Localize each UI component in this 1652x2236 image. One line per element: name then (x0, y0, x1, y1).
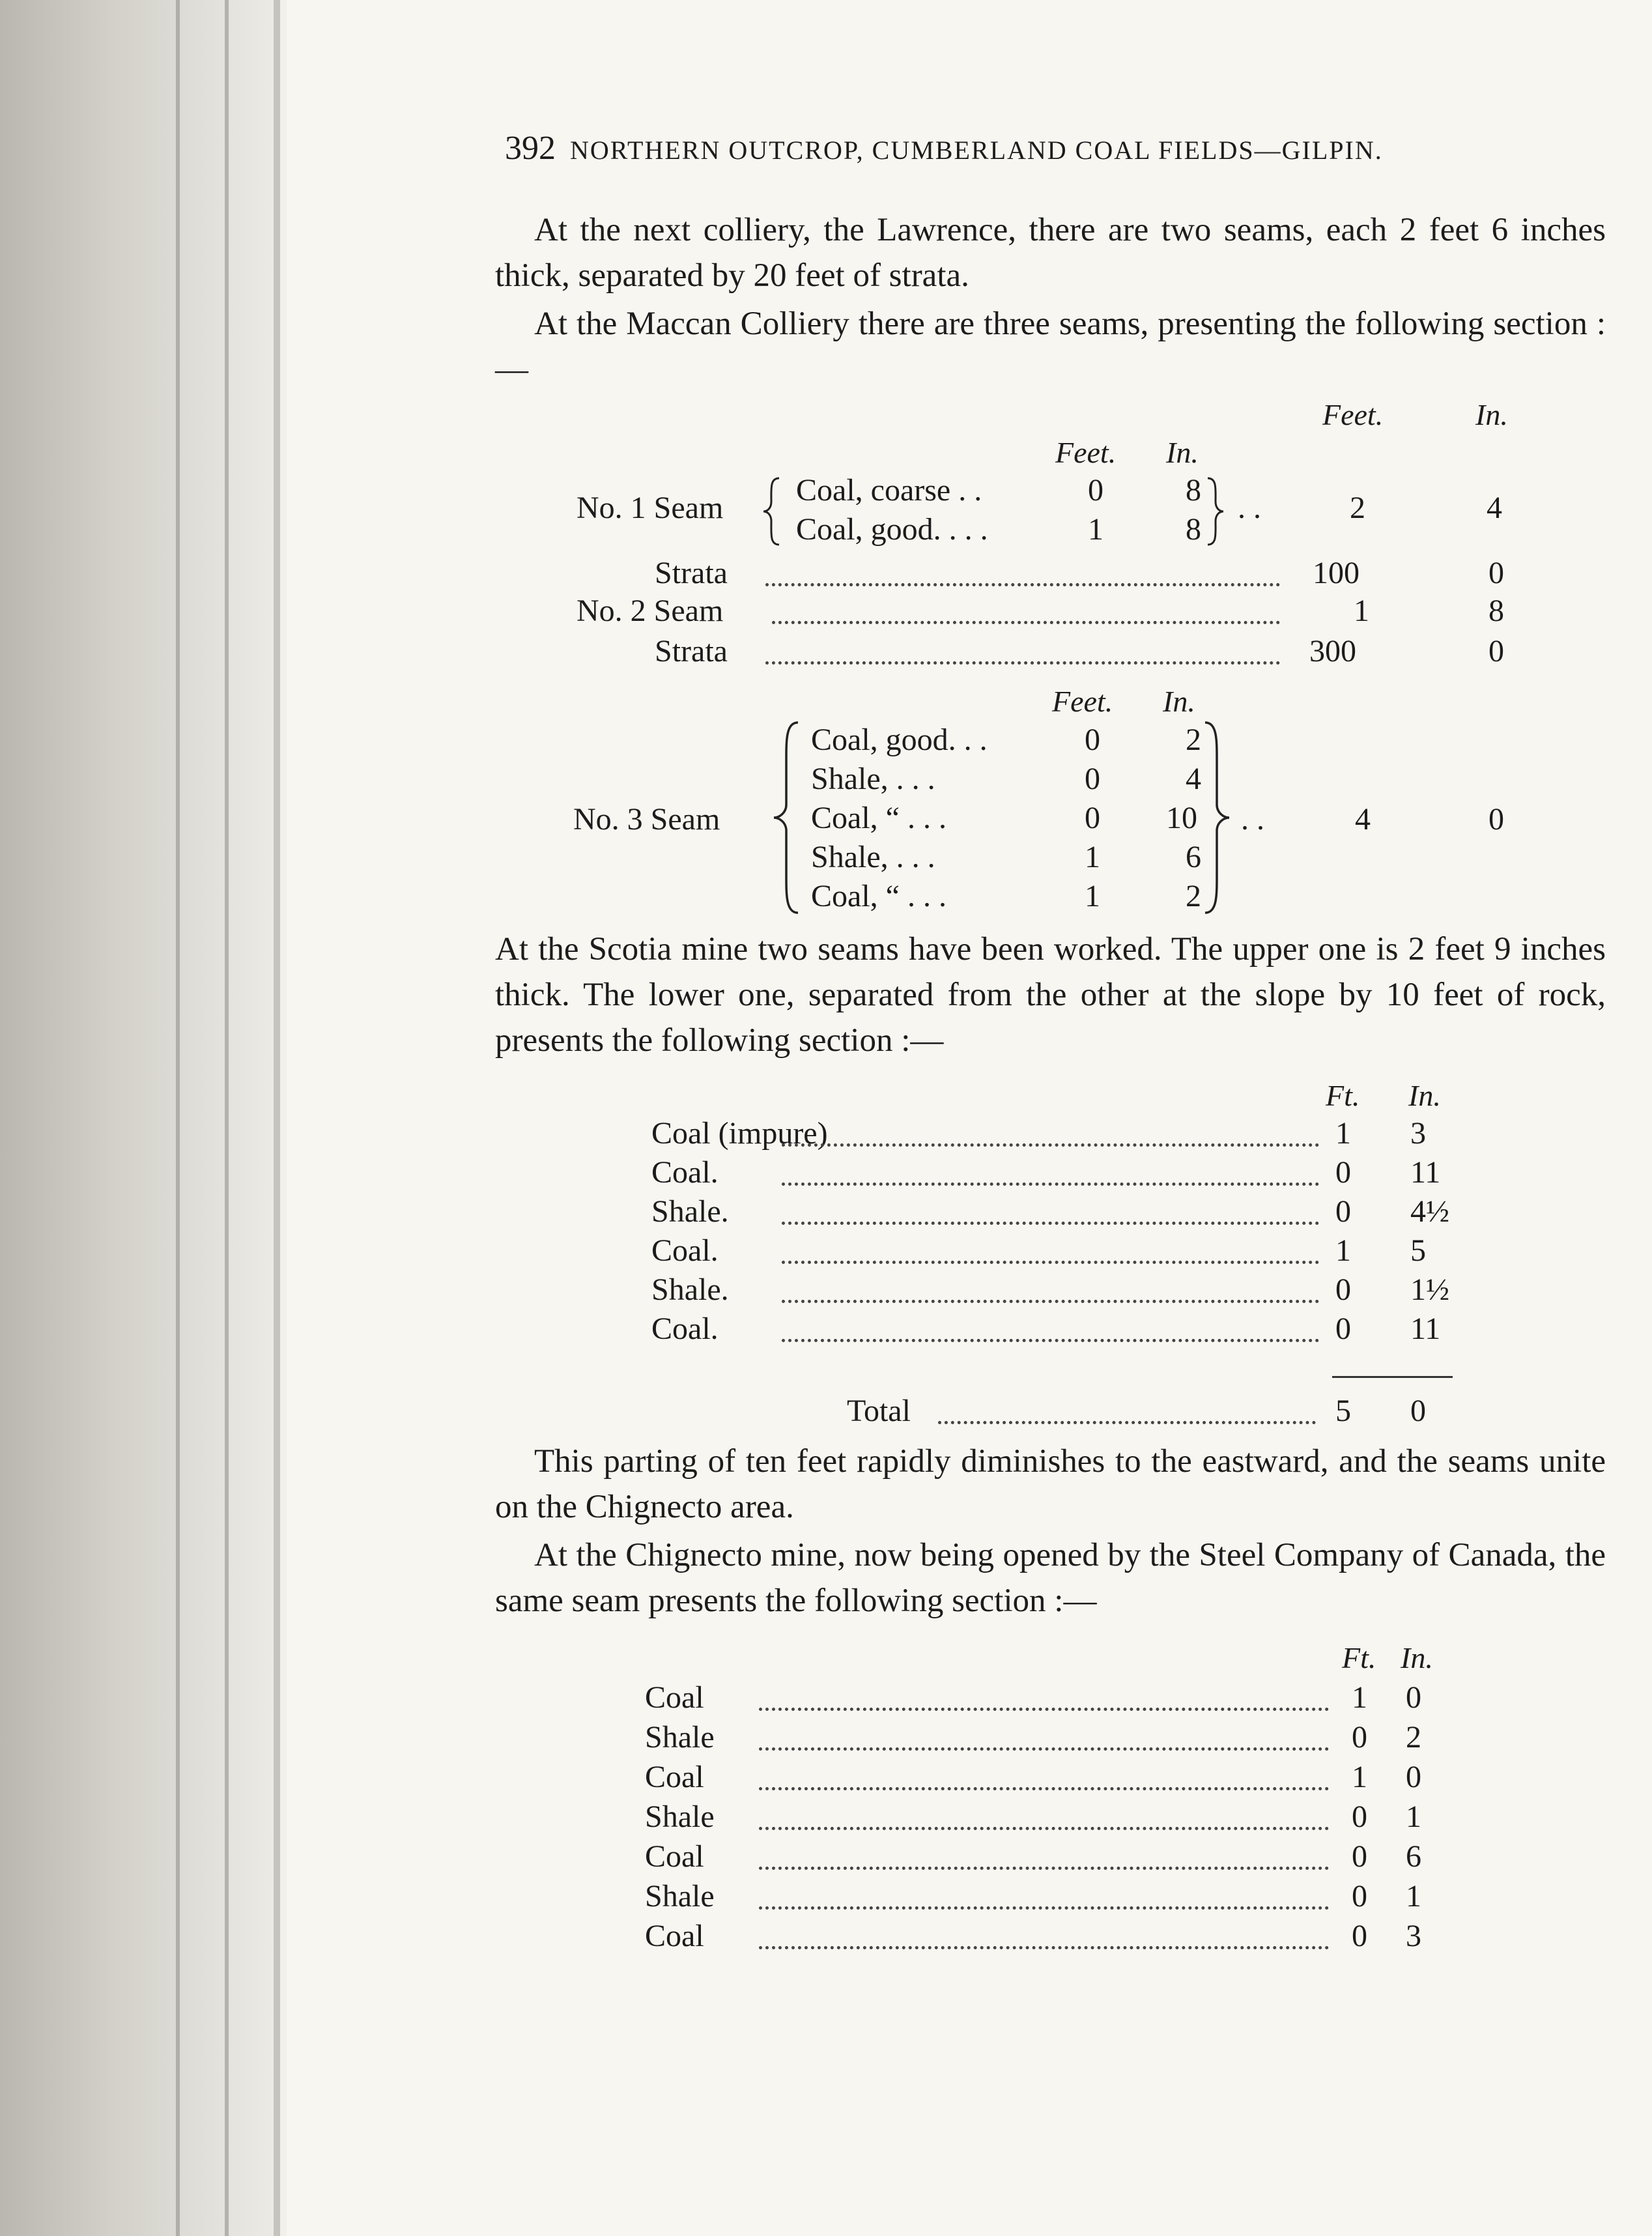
sub-header-in: In. (1166, 436, 1199, 469)
page-edge (176, 0, 180, 2236)
row-in: 0 (1406, 1760, 1421, 1794)
part-in: 4 (1186, 762, 1201, 796)
row-in: 1 (1406, 1799, 1421, 1834)
paragraph-lawrence: At the next colliery, the Lawrence, there are two seams, each 2 feet 6 inches thick, separated by 20 feet of strata. (495, 212, 1606, 294)
row-name: Coal (645, 1760, 704, 1794)
total-label: Total (847, 1394, 911, 1428)
row-name: Coal (645, 1919, 704, 1953)
seam-total-in: 0 (1488, 802, 1504, 837)
row-ft: 1 (1335, 1116, 1351, 1151)
strata-in: 0 (1488, 634, 1504, 668)
row-ft: 0 (1335, 1194, 1351, 1229)
seam-ft: 1 (1354, 594, 1369, 628)
part-name: Coal, good. . . (811, 723, 988, 757)
row-ft: 0 (1352, 1839, 1367, 1874)
seam-label: No. 1 Seam (577, 491, 724, 525)
leader-dots (759, 1827, 1329, 1830)
leader-dots (759, 1867, 1329, 1870)
row-ft: 0 (1352, 1720, 1367, 1755)
col-header-in: In. (1475, 398, 1508, 431)
total-in: 0 (1410, 1394, 1426, 1428)
strata-ft: 300 (1309, 634, 1356, 668)
row-in: 1 (1406, 1879, 1421, 1914)
part-in: 8 (1186, 473, 1201, 508)
row-name: Coal. (651, 1155, 719, 1190)
row-in: 2 (1406, 1720, 1421, 1755)
seam-label: No. 2 Seam (577, 594, 724, 628)
paragraph-chignecto: At the Chignecto mine, now being opened by the Steel Company of Canada, the same seam presents the following section :— (495, 1537, 1606, 1619)
leader-dots (782, 1182, 1319, 1186)
seam-total-ft: 2 (1350, 491, 1365, 525)
row-name: Coal (impure) (651, 1116, 828, 1151)
strata-label: Strata (655, 556, 728, 590)
part-name: Coal, coarse . . (796, 473, 982, 508)
leader-dots (759, 1708, 1329, 1711)
sub-header-in: In. (1163, 685, 1195, 718)
leader-dots (782, 1143, 1319, 1147)
row-in: 0 (1406, 1680, 1421, 1715)
part-ft: 0 (1088, 473, 1104, 508)
part-name: Shale, . . . (811, 762, 935, 796)
running-head (505, 129, 1534, 167)
leader-dots (782, 1261, 1319, 1264)
left-brace (762, 476, 782, 547)
sub-header-feet: Feet. (1052, 685, 1113, 718)
left-brace (772, 720, 801, 915)
leader-dots (765, 661, 1280, 665)
row-ft: 1 (1335, 1233, 1351, 1268)
row-name: Shale (645, 1879, 715, 1914)
row-name: Shale (645, 1720, 715, 1755)
row-ft: 1 (1352, 1680, 1367, 1715)
page-number: 392 (505, 130, 556, 167)
row-ft: 0 (1352, 1799, 1367, 1834)
col-header-ft: Ft. (1342, 1641, 1376, 1674)
leader-dots (759, 1787, 1329, 1790)
sub-header-feet: Feet. (1055, 436, 1117, 469)
row-ft: 0 (1335, 1272, 1351, 1307)
seam-label: No. 3 Seam (573, 802, 720, 837)
running-title: NORTHERN OUTCROP, CUMBERLAND COAL FIELDS—GILPIN. (570, 136, 1383, 165)
part-in: 2 (1186, 879, 1201, 913)
seam-in: 8 (1488, 594, 1504, 628)
strata-in: 0 (1488, 556, 1504, 590)
paragraph-scotia: At the Scotia mine two seams have been worked. The upper one is 2 feet 9 inches thick. The lower one, separated from the other at the slope by 10 feet of rock, presents the following section :— (495, 931, 1606, 1059)
leader-dots (772, 621, 1280, 624)
part-name: Coal, good. . . . (796, 512, 988, 547)
part-ft: 1 (1085, 840, 1100, 874)
seam-total-in: 4 (1487, 491, 1502, 525)
page-edge (274, 0, 280, 2236)
row-ft: 0 (1335, 1155, 1351, 1190)
row-name: Coal (645, 1680, 704, 1715)
row-in: 3 (1406, 1919, 1421, 1953)
leader-dots (782, 1300, 1319, 1303)
part-ft: 0 (1085, 723, 1100, 757)
leader-dots (759, 1906, 1329, 1910)
part-ft: 1 (1085, 879, 1100, 913)
part-in: 2 (1186, 723, 1201, 757)
leader-dots (782, 1339, 1319, 1342)
right-brace (1205, 476, 1225, 547)
strata-ft: 100 (1313, 556, 1360, 590)
col-header-feet: Feet. (1322, 398, 1384, 431)
leader-dots (759, 1747, 1329, 1751)
leader-dots (938, 1421, 1316, 1424)
row-in: 3 (1410, 1116, 1426, 1151)
scan-margin (0, 0, 280, 2236)
row-ft: 0 (1352, 1879, 1367, 1914)
row-ft: 1 (1352, 1760, 1367, 1794)
col-header-ft: Ft. (1326, 1079, 1360, 1112)
leader-dots: . . (1238, 491, 1261, 525)
row-name: Shale (645, 1799, 715, 1834)
row-in: 5 (1410, 1233, 1426, 1268)
leader-dots (759, 1946, 1329, 1949)
strata-label: Strata (655, 634, 728, 668)
page-edge (225, 0, 229, 2236)
row-in: 4½ (1410, 1194, 1449, 1229)
paragraph-maccan: At the Maccan Colliery there are three seams, presenting the following section :— (495, 306, 1606, 388)
row-in: 1½ (1410, 1272, 1449, 1307)
row-name: Shale. (651, 1272, 729, 1307)
row-ft: 0 (1352, 1919, 1367, 1953)
part-ft: 0 (1085, 762, 1100, 796)
right-brace (1202, 720, 1231, 915)
seam-total-ft: 4 (1355, 802, 1371, 837)
part-in: 6 (1186, 840, 1201, 874)
leader-dots (765, 583, 1280, 586)
part-ft: 1 (1088, 512, 1104, 547)
row-in: 11 (1410, 1155, 1441, 1190)
row-name: Coal (645, 1839, 704, 1874)
paragraph-parting: This parting of ten feet rapidly diminishes to the eastward, and the seams unite on the Chignecto area. (495, 1443, 1606, 1525)
part-name: Coal, “ . . . (811, 879, 947, 913)
col-header-in: In. (1408, 1079, 1441, 1112)
row-in: 11 (1410, 1312, 1441, 1346)
part-name: Shale, . . . (811, 840, 935, 874)
part-in: 10 (1166, 801, 1197, 835)
row-name: Shale. (651, 1194, 729, 1229)
total-rule (1332, 1376, 1453, 1378)
part-in: 8 (1186, 512, 1201, 547)
row-name: Coal. (651, 1233, 719, 1268)
part-name: Coal, “ . . . (811, 801, 947, 835)
col-header-in: In. (1401, 1641, 1433, 1674)
row-ft: 0 (1335, 1312, 1351, 1346)
total-ft: 5 (1335, 1394, 1351, 1428)
row-name: Coal. (651, 1312, 719, 1346)
row-in: 6 (1406, 1839, 1421, 1874)
leader-dots (782, 1222, 1319, 1225)
leader-dots: . . (1241, 802, 1264, 837)
part-ft: 0 (1085, 801, 1100, 835)
